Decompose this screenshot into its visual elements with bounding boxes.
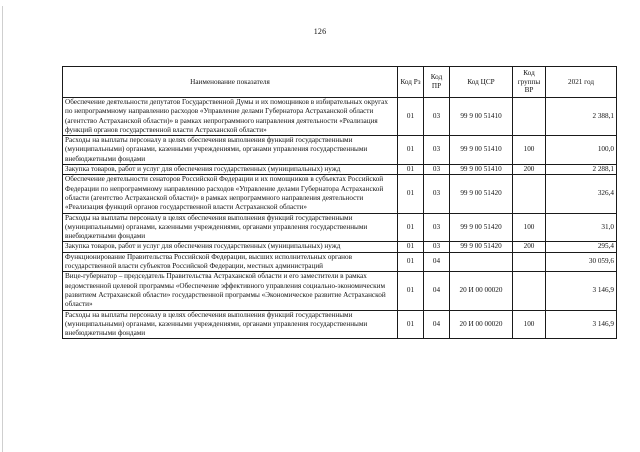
cell-vr: 100 bbox=[513, 136, 546, 165]
cell-csr: 20 И 00 00020 bbox=[450, 310, 513, 339]
table-row bbox=[63, 165, 617, 175]
cell-amount: 3 146,9 bbox=[546, 310, 617, 339]
table-row bbox=[63, 252, 617, 272]
table-row bbox=[63, 136, 617, 165]
cell-csr: 20 И 00 00020 bbox=[450, 272, 513, 310]
table-row bbox=[63, 175, 617, 213]
scan-edge-line bbox=[2, 6, 3, 452]
table-row bbox=[63, 310, 617, 339]
table-header bbox=[63, 67, 617, 98]
cell-vr: 200 bbox=[513, 165, 546, 175]
table-row bbox=[63, 213, 617, 242]
cell-vr bbox=[513, 175, 546, 213]
cell-rz: 01 bbox=[398, 136, 424, 165]
cell-vr: 200 bbox=[513, 242, 546, 252]
header-vr: Код группы ВР bbox=[513, 67, 546, 98]
budget-table bbox=[62, 66, 617, 339]
cell-amount: 30 059,6 bbox=[546, 252, 617, 272]
cell-amount: 31,0 bbox=[546, 213, 617, 242]
cell-pr: 03 bbox=[424, 136, 450, 165]
cell-pr: 04 bbox=[424, 272, 450, 310]
cell-vr: 100 bbox=[513, 213, 546, 242]
cell-amount: 2 288,1 bbox=[546, 165, 617, 175]
cell-amount: 326,4 bbox=[546, 175, 617, 213]
cell-csr: 99 9 00 51420 bbox=[450, 242, 513, 252]
cell-pr: 03 bbox=[424, 165, 450, 175]
cell-pr: 03 bbox=[424, 242, 450, 252]
cell-rz: 01 bbox=[398, 252, 424, 272]
cell-name: Обеспечение деятельности депутатов Государственной Думы и их помощников в избирательных округах по непрограммному направлению расходов «Управление делами Губернатора Астраханской области (агентство Астраханской области)» в рамках непрограммного направления деятельности «Реализация функций органов государственной власти Астраханской области» bbox=[63, 98, 398, 136]
cell-csr: 99 9 00 51410 bbox=[450, 98, 513, 136]
cell-csr: 99 9 00 51410 bbox=[450, 136, 513, 165]
header-year: 2021 год bbox=[546, 67, 617, 98]
header-csr: Код ЦСР bbox=[450, 67, 513, 98]
cell-name: Закупка товаров, работ и услуг для обеспечения государственных (муниципальных) нужд bbox=[63, 165, 398, 175]
page-number: 126 bbox=[313, 27, 327, 36]
table-row bbox=[63, 242, 617, 252]
cell-amount: 295,4 bbox=[546, 242, 617, 252]
table-header-row bbox=[63, 67, 617, 98]
cell-pr: 04 bbox=[424, 252, 450, 272]
cell-rz: 01 bbox=[398, 272, 424, 310]
cell-rz: 01 bbox=[398, 242, 424, 252]
cell-name: Расходы на выплаты персоналу в целях обеспечения выполнения функций государственными (муниципальными) органами, казенными учреждениями, органами управления государственными внебюджетными фондами bbox=[63, 310, 398, 339]
cell-pr: 03 bbox=[424, 213, 450, 242]
cell-name: Расходы на выплаты персоналу в целях обеспечения выполнения функций государственными (муниципальными) органами, казенными учреждениями, органами управления государственными внебюджетными фондами bbox=[63, 213, 398, 242]
cell-name: Обеспечение деятельности сенаторов Российской Федерации и их помощников в субъектах Российской Федерации по непрограммному направлению расходов «Управление делами Губернатора Астраханской области (агентство Астраханской области)» в рамках непрограммного направления деятельности «Реализация функций органов государственной власти Астраханской области» bbox=[63, 175, 398, 213]
cell-csr bbox=[450, 252, 513, 272]
table-row bbox=[63, 98, 617, 136]
cell-pr: 04 bbox=[424, 310, 450, 339]
header-pr: Код ПР bbox=[424, 67, 450, 98]
cell-rz: 01 bbox=[398, 213, 424, 242]
header-rz: Код Рз bbox=[398, 67, 424, 98]
cell-name: Вице-губернатор – председатель Правительства Астраханской области и его заместители в рамках ведомственной целевой программы «Обеспечение эффективного управления социально-экономическим развитием Астраханской области» государственной программы «Экономическое развитие Астраханской области» bbox=[63, 272, 398, 310]
table-body bbox=[63, 98, 617, 339]
cell-vr: 100 bbox=[513, 310, 546, 339]
table-row bbox=[63, 272, 617, 310]
cell-amount: 2 388,1 bbox=[546, 98, 617, 136]
cell-csr: 99 9 00 51410 bbox=[450, 165, 513, 175]
cell-vr bbox=[513, 252, 546, 272]
cell-rz: 01 bbox=[398, 165, 424, 175]
cell-name: Расходы на выплаты персоналу в целях обеспечения выполнения функций государственными (муниципальными) органами, казенными учреждениями, органами управления государственными внебюджетными фондами bbox=[63, 136, 398, 165]
cell-rz: 01 bbox=[398, 310, 424, 339]
cell-vr bbox=[513, 272, 546, 310]
cell-vr bbox=[513, 98, 546, 136]
header-name: Наименование показателя bbox=[63, 67, 398, 98]
cell-amount: 3 146,9 bbox=[546, 272, 617, 310]
cell-name: Закупка товаров, работ и услуг для обеспечения государственных (муниципальных) нужд bbox=[63, 242, 398, 252]
cell-rz: 01 bbox=[398, 175, 424, 213]
cell-csr: 99 9 00 51420 bbox=[450, 175, 513, 213]
cell-name: Функционирование Правительства Российской Федерации, высших исполнительных органов государственной власти субъектов Российской Федерации, местных администраций bbox=[63, 252, 398, 272]
cell-csr: 99 9 00 51420 bbox=[450, 213, 513, 242]
cell-pr: 03 bbox=[424, 98, 450, 136]
cell-pr: 03 bbox=[424, 175, 450, 213]
cell-rz: 01 bbox=[398, 98, 424, 136]
cell-amount: 100,0 bbox=[546, 136, 617, 165]
